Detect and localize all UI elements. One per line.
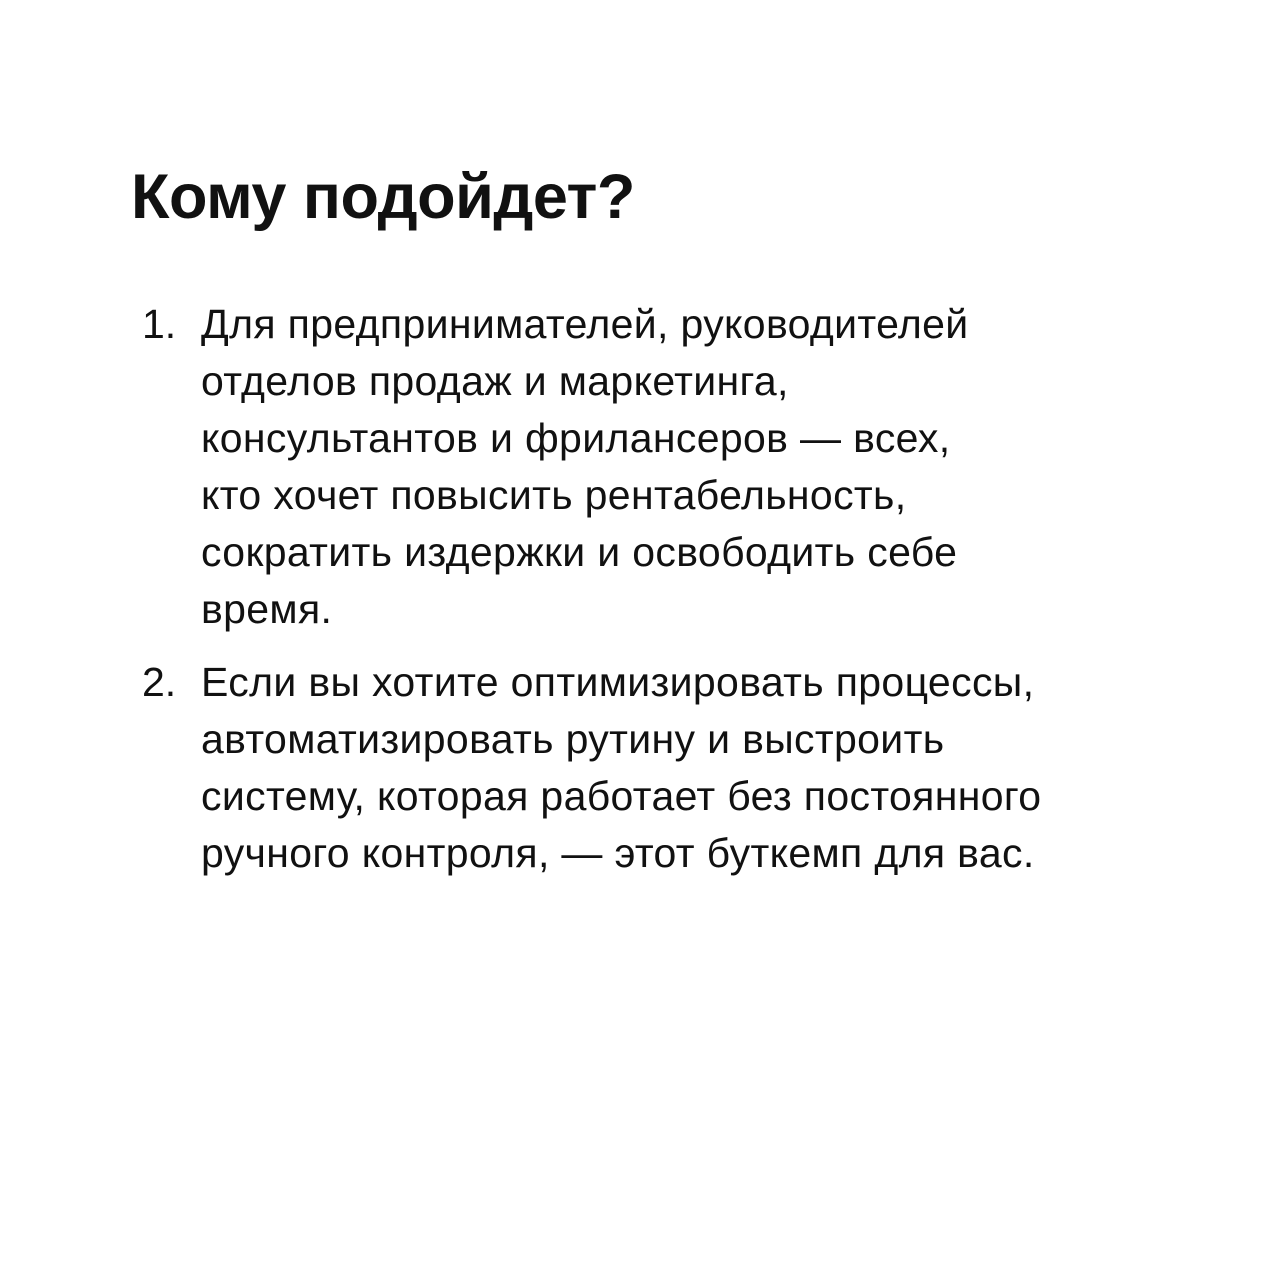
- audience-list: [142, 296, 1252, 882]
- list-item-number: 1.: [142, 301, 177, 347]
- text-line: Если вы хотите оптимизировать процессы,: [201, 659, 1035, 705]
- list-item-text: [201, 296, 1251, 638]
- text-line: кто хочет повысить рентабельность,: [201, 472, 907, 518]
- text-line: систему, которая работает без постоянного: [201, 773, 1042, 819]
- slide-title: Кому подойдет?: [131, 162, 635, 232]
- text-line: Для предпринимателей, руководителей: [201, 301, 969, 347]
- list-item-text: [201, 654, 1251, 882]
- text-line: отделов продаж и маркетинга,: [201, 358, 789, 404]
- text-line: сократить издержки и освободить себе: [201, 529, 958, 575]
- text-line: автоматизировать рутину и выстроить: [201, 716, 945, 762]
- audience-list-item-1: [142, 296, 1252, 638]
- audience-list-item-2: [142, 654, 1252, 882]
- list-item-number: 2.: [142, 659, 177, 705]
- text-line: время.: [201, 586, 333, 632]
- text-line: ручного контроля, — этот буткемп для вас.: [201, 830, 1035, 876]
- text-line: консультантов и фрилансеров — всех,: [201, 415, 951, 461]
